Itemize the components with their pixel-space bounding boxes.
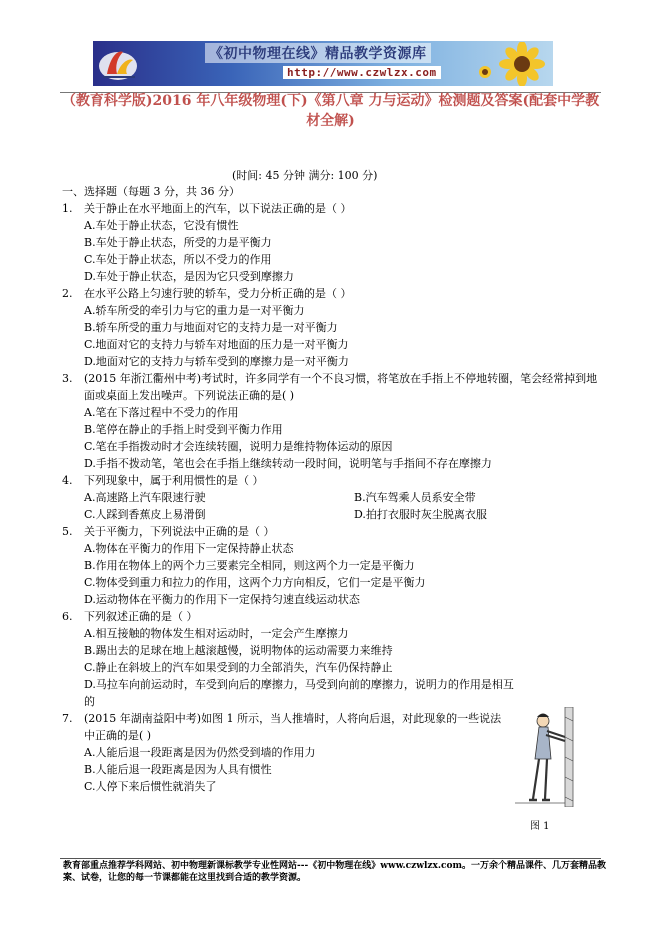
option-d: D.手指不拨动笔，笔也会在手指上继续转动一段时间，说明笔与手指间不存在摩擦力 [84,457,492,470]
document-title: （教育科学版)2016 年八年级物理(下)《第八章 力与运动》检测题及答案(配套中学教材全解) [61,93,600,129]
option-c: C.物体受到重力和拉力的作用，这两个力方向相反，它们一定是平衡力 [84,576,426,589]
option-d: D.地面对它的支持力与轿车受到的摩擦力是一对平衡力 [84,355,349,368]
header-banner [93,41,553,86]
person-pushing-wall-figure [515,707,575,807]
question-number: 3. [62,372,73,385]
option-c: C.人踩到香蕉皮上易滑倒 [84,508,206,521]
question-5 [62,523,607,608]
question-number: 2. [62,287,73,300]
option-a: A.笔在下落过程中不受力的作用 [84,406,239,419]
question-stem: 下列叙述正确的是（ ） [84,610,198,623]
question-number: 5. [62,525,73,538]
option-grid [62,489,607,523]
option-a: A.轿车所受的牵引力与它的重力是一对平衡力 [84,304,305,317]
sunflower-icon [467,42,547,86]
option-d: D.拍打衣服时灰尘脱离衣服 [354,508,487,521]
question-4 [62,472,607,523]
option-a: A.高速路上汽车限速行驶 [84,491,206,504]
question-1 [62,200,607,285]
question-number: 4. [62,474,73,487]
question-stem: (2015 年湖南益阳中考)如图 1 所示，当人推墙时，人将向后退，对此现象的一些说法中正确的是( ) [84,712,502,742]
option-c: C.地面对它的支持力与轿车对地面的压力是一对平衡力 [84,338,349,351]
question-stem: 在水平公路上匀速行驶的轿车，受力分析正确的是（ ） [84,287,352,300]
question-stem: (2015 年浙江衢州中考)考试时，许多同学有一个不良习惯，将笔放在手指上不停地转圈，笔会经常掉到地面或桌面上发出噪声。下列说法正确的是( ) [84,372,598,402]
option-b: B.踢出去的足球在地上越滚越慢，说明物体的运动需要力来维持 [84,644,393,657]
option-d: D.车处于静止状态，是因为它只受到摩擦力 [84,270,294,283]
figure-label: 图 1 [530,821,550,832]
option-b: B.汽车驾乘人员系安全带 [354,491,476,504]
option-b: B.人能后退一段距离是因为人具有惯性 [84,763,272,776]
question-number: 1. [62,202,73,215]
question-6 [62,608,607,710]
section-heading: 一、选择题（每题 3 分，共 36 分） [62,185,240,198]
question-2 [62,285,607,370]
question-number: 6. [62,610,73,623]
option-a: A.人能后退一段距离是因为仍然受到墙的作用力 [84,746,316,759]
question-stem: 下列现象中，属于利用惯性的是（ ） [84,474,264,487]
banner-url[interactable]: http://www.czwlzx.com [283,66,441,79]
option-a: A.物体在平衡力的作用下一定保持静止状态 [84,542,294,555]
option-a: A.相互接触的物体发生相对运动时，一定会产生摩擦力 [84,627,349,640]
site-logo-icon [97,44,139,83]
option-a: A.车处于静止状态，它没有惯性 [84,219,239,232]
question-3 [62,370,607,472]
exam-content [62,183,607,795]
question-stem: 关于平衡力，下列说法中正确的是（ ） [84,525,275,538]
footer-divider [60,858,601,859]
option-b: B.轿车所受的重力与地面对它的支持力是一对平衡力 [84,321,338,334]
page-footer: 教育部重点推荐学科网站、初中物理新课标教学专业性网站---《初中物理在线》www.czwlzx.com。一万余个精品课件、几万套精品教案、试卷，让您的每一节课都能在这里找到合适的教学资源。 [63,861,607,883]
option-d: D.马拉车向前运动时，车受到向后的摩擦力，马受到向前的摩擦力，说明力的作用是相互的 [84,678,514,708]
exam-meta: (时间: 45 分钟 满分: 100 分) [232,169,378,182]
option-d: D.运动物体在平衡力的作用下一定保持匀速直线运动状态 [84,593,360,606]
option-b: B.笔停在静止的手指上时受到平衡力作用 [84,423,283,436]
banner-title: 《初中物理在线》精品教学资源库 [205,43,431,63]
option-c: C.静止在斜坡上的汽车如果受到的力全部消失，汽车仍保持静止 [84,661,393,674]
question-number: 7. [62,712,73,725]
option-c: C.笔在手指拨动时才会连续转圈，说明力是维持物体运动的原因 [84,440,393,453]
option-c: C.车处于静止状态，所以不受力的作用 [84,253,272,266]
option-b: B.作用在物体上的两个力三要素完全相同，则这两个力一定是平衡力 [84,559,415,572]
option-c: C.人停下来后惯性就消失了 [84,780,217,793]
question-stem: 关于静止在水平地面上的汽车，以下说法正确的是（ ） [84,202,352,215]
option-b: B.车处于静止状态，所受的力是平衡力 [84,236,272,249]
question-7 [62,710,502,795]
